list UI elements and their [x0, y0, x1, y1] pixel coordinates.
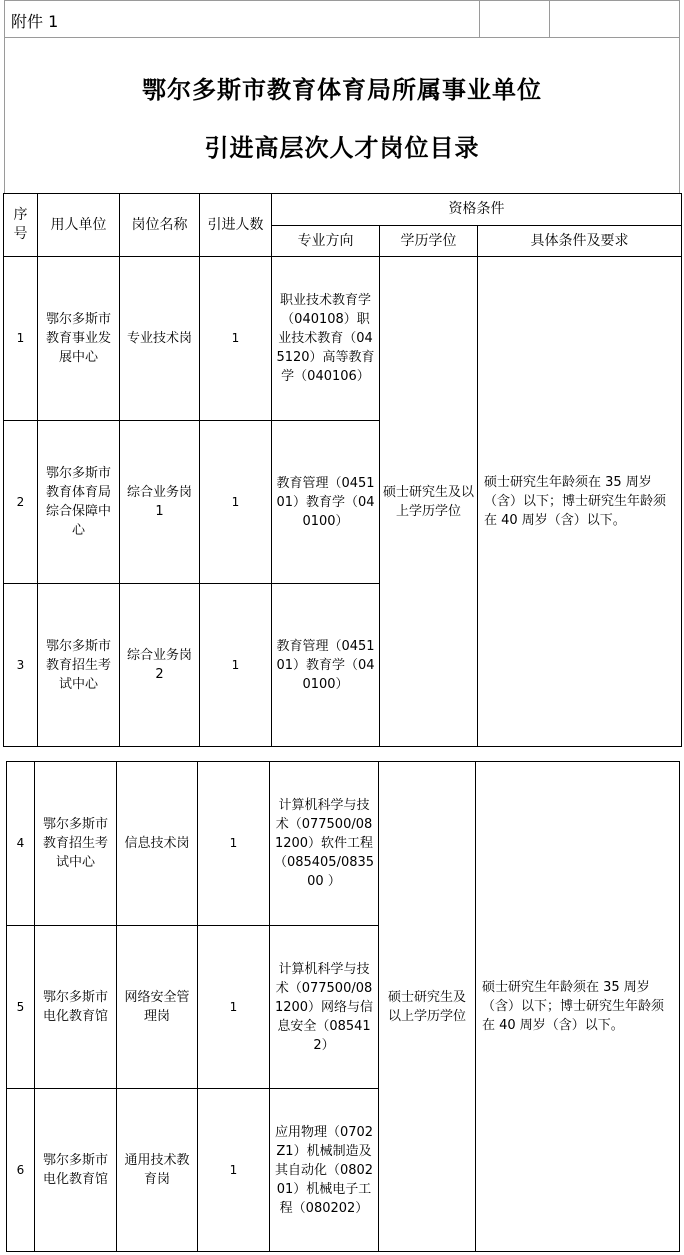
attachment-label: 附件 1 — [11, 12, 59, 31]
position-table-1 — [3, 193, 682, 747]
row-seq: 6 — [7, 1089, 35, 1252]
header-divider — [479, 1, 480, 37]
row-post: 综合业务岗 1 — [120, 421, 200, 584]
row-post: 专业技术岗 — [120, 257, 200, 421]
position-table-2 — [6, 761, 680, 1252]
row-major: 应用物理（0702Z1）机械制造及其自动化（080201）机械电子工程（080202） — [270, 1089, 379, 1252]
group1-requirements: 硕士研究生年龄须在 35 周岁（含）以下；博士研究生年龄须在 40 周岁（含）以下。 — [478, 257, 682, 747]
title-box — [4, 38, 680, 193]
row-unit: 鄂尔多斯市电化教育馆 — [35, 926, 117, 1089]
group2-degree: 硕士研究生及以上学历学位 — [379, 762, 476, 1252]
row-count: 1 — [200, 584, 272, 747]
row-post: 通用技术教育岗 — [117, 1089, 198, 1252]
row-seq: 5 — [7, 926, 35, 1089]
group1-degree: 硕士研究生及以上学历学位 — [380, 257, 478, 747]
header-major: 专业方向 — [272, 226, 380, 257]
row-major: 计算机科学与技术（077500/081200）网络与信息安全（085412） — [270, 926, 379, 1089]
row-unit: 鄂尔多斯市教育事业发展中心 — [38, 257, 120, 421]
header-degree: 学历学位 — [380, 226, 478, 257]
row-major: 教育管理（045101）教育学（040100） — [272, 584, 380, 747]
row-unit: 鄂尔多斯市电化教育馆 — [35, 1089, 117, 1252]
row-count: 1 — [198, 926, 270, 1089]
row-major: 教育管理（045101）教育学（040100） — [272, 421, 380, 584]
row-post: 信息技术岗 — [117, 762, 198, 926]
header-unit: 用人单位 — [38, 194, 120, 257]
row-seq: 3 — [4, 584, 38, 747]
page-title-line2: 引进高层次人才岗位目录 — [204, 134, 480, 162]
attachment-header — [4, 0, 680, 38]
row-seq: 2 — [4, 421, 38, 584]
row-count: 1 — [198, 1089, 270, 1252]
header-seq: 序号 — [4, 194, 38, 257]
table-row — [4, 257, 682, 421]
row-unit: 鄂尔多斯市教育体育局综合保障中心 — [38, 421, 120, 584]
row-post: 网络安全管理岗 — [117, 926, 198, 1089]
row-seq: 1 — [4, 257, 38, 421]
row-post: 综合业务岗 2 — [120, 584, 200, 747]
header-qualifications: 资格条件 — [272, 194, 682, 226]
row-count: 1 — [198, 762, 270, 926]
header-divider — [549, 1, 550, 37]
header-count: 引进人数 — [200, 194, 272, 257]
table-row — [7, 762, 680, 926]
header-requirements: 具体条件及要求 — [478, 226, 682, 257]
row-unit: 鄂尔多斯市教育招生考试中心 — [35, 762, 117, 926]
header-post: 岗位名称 — [120, 194, 200, 257]
row-count: 1 — [200, 421, 272, 584]
row-major: 职业技术教育学（040108）职业技术教育（045120）高等教育学（040106） — [272, 257, 380, 421]
page-title-line1: 鄂尔多斯市教育体育局所属事业单位 — [142, 76, 542, 104]
row-unit: 鄂尔多斯市教育招生考试中心 — [38, 584, 120, 747]
group2-requirements: 硕士研究生年龄须在 35 周岁（含）以下；博士研究生年龄须在 40 周岁（含）以下。 — [476, 762, 680, 1252]
row-major: 计算机科学与技术（077500/081200）软件工程（085405/083500 ） — [270, 762, 379, 926]
row-count: 1 — [200, 257, 272, 421]
row-seq: 4 — [7, 762, 35, 926]
